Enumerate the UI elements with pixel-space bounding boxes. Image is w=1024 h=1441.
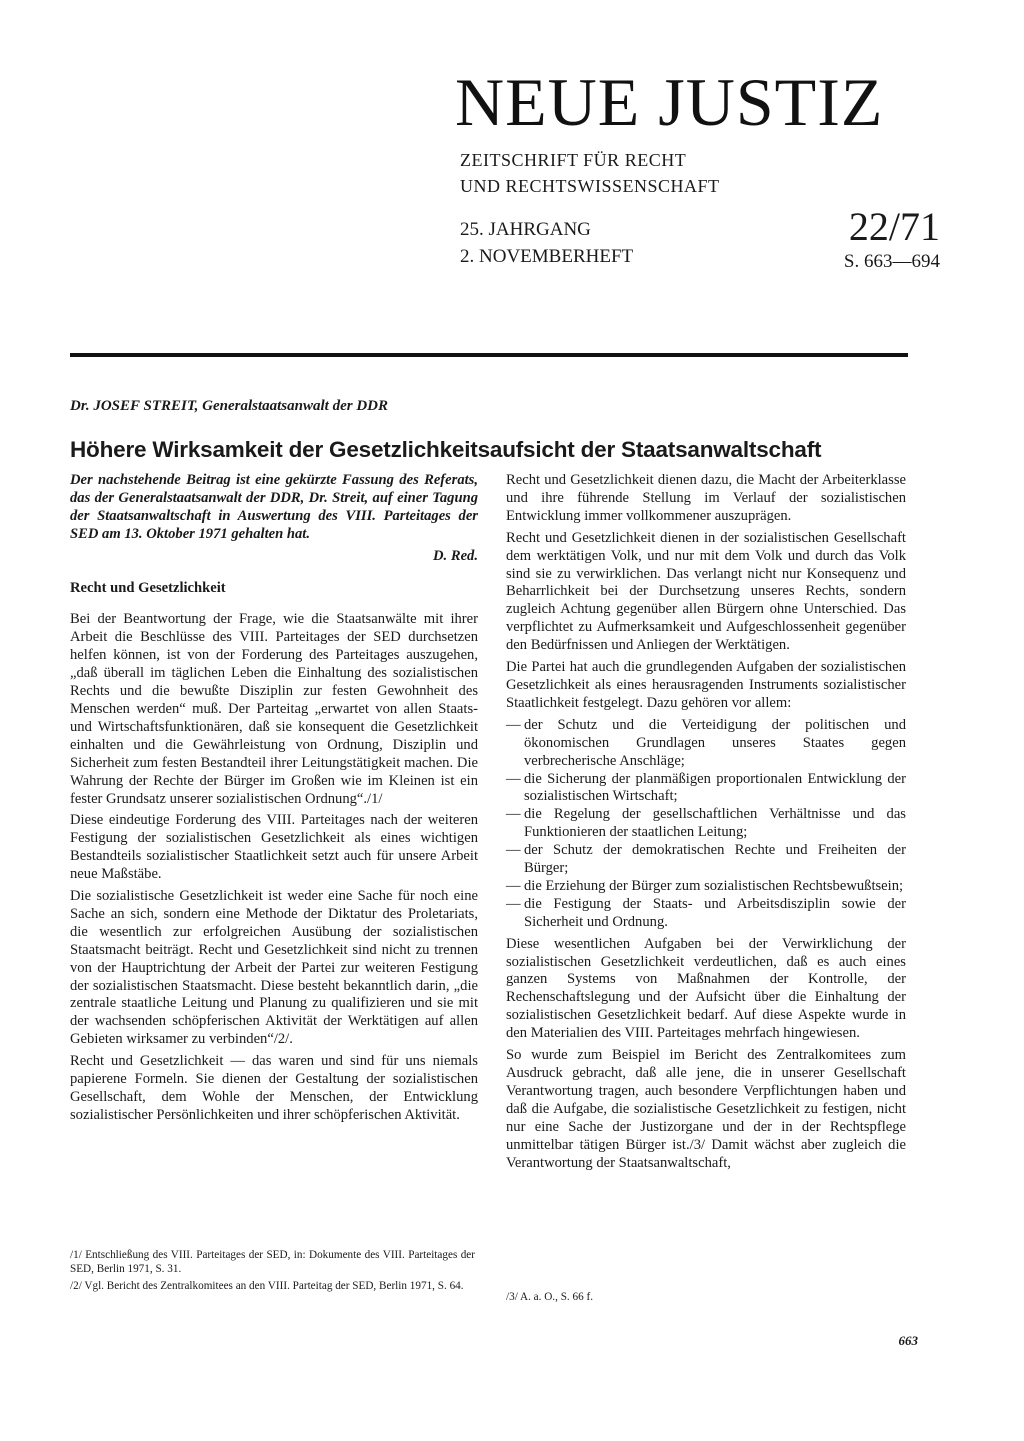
paragraph: Bei der Beantwortung der Frage, wie die Staatsanwälte mit ihrer Arbeit die Beschlüsse des VIII. Parteitages der SED durchsetzen helfen können, ist von der Forderung des Parteitages auszugehen, „daß überall im täglichen Leben die Einhaltung des sozialistischen Rechts und die bewußte Disziplin zur festen Gewohnheit des Menschen werden“ muß. Der Parteitag „erwartet von allen Staats- und Wirtschaftsfunktionären, daß sie konsequent die Gesetzlichkeit einhalten und die Gewährleistung von Ordnung, Disziplin und Sicherheit zum festen Bestandteil ihrer Leitungstätigkeit machen. Die Wahrung der Rechte der Bürger im Großen wie im Kleinen ist ein fester Grundsatz unserer sozialistischen Ordnung“./1/ <box>70 611 478 807</box>
list-item-text: die Sicherung der planmäßigen proportionalen Entwicklung der sozialistischen Wirtschaft; <box>524 770 906 805</box>
page-number: 663 <box>898 1333 918 1348</box>
list-item <box>506 842 906 878</box>
list-item-text: der Schutz und die Verteidigung der politischen und ökonomischen Grundlagen unseres Staates gegen verbrecherische Anschläge; <box>524 716 906 769</box>
paragraph: Recht und Gesetzlichkeit dienen dazu, die Macht der Arbeiterklasse und ihre führende Stellung im Verlauf der sozialistischen Entwicklung immer vollkommener auszuprägen. <box>506 472 906 524</box>
volume-label: 25. JAHRGANG <box>460 219 591 240</box>
list-item-text: die Regelung der gesellschaftlichen Verhältnisse und das Funktionieren der staatlichen Leitung; <box>524 806 906 841</box>
paragraph: Recht und Gesetzlichkeit dienen in der sozialistischen Gesellschaft dem werktätigen Volk, und nur mit dem Volk und durch das Volk sind sie zu verwirklichen. Das verlangt nicht nur Konsequenz und Beharrlichkeit bei der Durchsetzung unseres Rechts, sondern zugleich Achtung gegenüber allen Bürgern ohne Unterschied. Das verpflichtet zu Aufmerksamkeit und Aufgeschlossenheit gegenüber den Bedürfnissen und Anliegen der Werktätigen. <box>506 529 906 654</box>
list-item <box>506 806 906 842</box>
list-item <box>506 771 906 807</box>
paragraph: So wurde zum Beispiel im Bericht des Zentralkomitees zum Ausdruck gebracht, daß alle jene, die in unserer Gesellschaft Verantwortung tragen, auch besondere Verpflichtungen haben und daß die Aufgabe, die sozialistische Gesetzlichkeit zu festigen, nicht nur eine Sache der Justizorgane und der in der Rechtspflege unmittelbar tätigen Bürger ist./3/ Damit wächst aber zugleich die Verantwortung der Staatsanwaltschaft, <box>506 1047 906 1171</box>
paragraph: Die sozialistische Gesetzlichkeit ist weder eine Sache für noch eine Sache an sich, sondern eine Methode der Diktatur des Proletariats, die wesentlich zur erfolgreichen Ausübung der sozialistischen Staatsmacht beiträgt. Recht und Gesetzlichkeit sind nicht zu trennen von der Hauptrichtung der Arbeit der Partei zur weiteren Festigung der sozialistischen Staatsmacht. Diese besteht bekanntlich darin, „die zentrale staatliche Leitung und Planung zu qualifizieren und sie mit der wachsenden schöpferischen Aktivität der Werktätigen auf allen Gebieten wirksamer zu verbinden“/2/. <box>70 888 478 1048</box>
issue-part-label: 2. NOVEMBERHEFT <box>460 246 634 267</box>
editorial-signature: D. Red. <box>433 547 478 564</box>
article-title: Höhere Wirksamkeit der Gesetzlichkeitsaufsicht der Staatsanwaltschaft <box>70 437 822 462</box>
list-dash: — <box>506 877 521 894</box>
journal-subtitle-line-1: ZEITSCHRIFT FÜR RECHT <box>460 150 687 170</box>
task-list <box>506 717 906 932</box>
article-author: Dr. JOSEF STREIT, Generalstaatsanwalt der DDR <box>70 398 388 414</box>
footnote: /2/ Vgl. Bericht des Zentralkomitees an den VIII. Parteitag der SED, Berlin 1971, S. 64. <box>70 1280 464 1292</box>
list-item <box>506 896 906 932</box>
journal-title: NEUE JUSTIZ <box>455 64 884 140</box>
section-heading: Recht und Gesetzlichkeit <box>70 579 226 596</box>
page-range: S. 663—694 <box>843 251 940 272</box>
list-dash: — <box>506 806 521 823</box>
footnotes-left <box>70 1248 475 1296</box>
list-item-text: der Schutz der demokratischen Rechte und Freiheiten der Bürger; <box>524 842 906 877</box>
header-rule <box>70 353 908 357</box>
issue-number: 22/71 <box>848 204 940 249</box>
issue-info <box>460 216 760 270</box>
footnote: /3/ A. a. O., S. 66 f. <box>506 1291 594 1303</box>
left-column <box>70 472 478 1129</box>
paragraph: Diese wesentlichen Aufgaben bei der Verwirklichung der sozialistischen Gesetzlichkeit verdeutlichen, daß es auch eines ganzen Systems von Maßnahmen der Kontrolle, der Rechenschaftslegung und der Aufsicht über die Einhaltung der sozialistischen Gesetzlichkeit bedarf. Auf diese Aspekte wurde in den Materialien des VIII. Parteitages mehrfach hingewiesen. <box>506 935 906 1042</box>
list-dash: — <box>506 895 521 912</box>
list-item <box>506 878 906 896</box>
list-item-text: die Festigung der Staats- und Arbeitsdisziplin sowie der Sicherheit und Ordnung. <box>524 895 906 930</box>
journal-subtitle <box>460 147 860 199</box>
right-column <box>506 472 906 1176</box>
list-item-text: die Erziehung der Bürger zum sozialistischen Rechtsbewußtsein; <box>524 877 904 894</box>
list-dash: — <box>506 770 521 787</box>
editorial-intro: Der nachstehende Beitrag ist eine gekürzte Fassung des Referats, das der Generalstaatsanwalt der DDR, Dr. Streit, auf einer Tagung der Staatsanwaltschaft in Auswertung des VIII. Parteitages der SED am 13. Oktober 1971 gehalten hat. <box>70 472 478 542</box>
paragraph: Die Partei hat auch die grundlegenden Aufgaben der sozialistischen Gesetzlichkeit als eines herausragenden Instruments sozialistischer Staatlichkeit festgelegt. Dazu gehören vor allem: <box>506 659 906 711</box>
list-dash: — <box>506 716 521 733</box>
list-dash: — <box>506 842 521 859</box>
paragraph: Diese eindeutige Forderung des VIII. Parteitages nach der weiteren Festigung der sozialistischen Gesetzlichkeit als eines wichtigen Bestandteils sozialistischer Staatlichkeit setzt auch für unsere Arbeit neue Maßstäbe. <box>70 812 478 883</box>
footnotes-right <box>506 1290 806 1307</box>
journal-subtitle-line-2: UND RECHTSWISSENSCHAFT <box>460 176 720 196</box>
list-item <box>506 717 906 771</box>
footnote: /1/ Entschließung des VIII. Parteitages der SED, in: Dokumente des VIII. Parteitages der SED, Berlin 1971, S. 31. <box>70 1249 475 1275</box>
paragraph: Recht und Gesetzlichkeit — das waren und sind für uns niemals papierene Formeln. Sie dienen der Gestaltung der sozialistischen Gesellschaft, dem Wohle der Menschen, der Entwicklung sozialistischer Persönlichkeiten und ihrer schöpferischen Aktivität. <box>70 1053 478 1123</box>
